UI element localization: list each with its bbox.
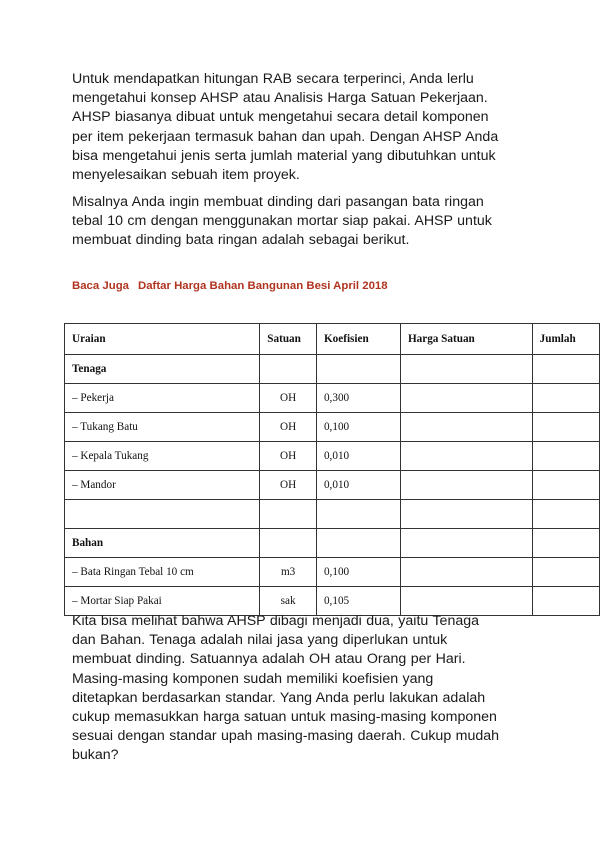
cell-jumlah	[532, 558, 599, 587]
cell-satuan: sak	[260, 587, 317, 616]
ahsp-table	[64, 323, 600, 616]
cell-uraian: – Mandor	[65, 471, 260, 500]
cell-koefisien: 0,100	[316, 413, 400, 442]
cell-koefisien: 0,300	[316, 384, 400, 413]
empty-cell	[400, 529, 532, 558]
cell-jumlah	[532, 442, 599, 471]
cell-uraian: – Bata Ringan Tebal 10 cm	[65, 558, 260, 587]
table-row	[65, 384, 600, 413]
cell-uraian: – Pekerja	[65, 384, 260, 413]
empty-cell	[316, 529, 400, 558]
cell-uraian: – Kepala Tukang	[65, 442, 260, 471]
cell-koefisien: 0,105	[316, 587, 400, 616]
related-article[interactable]	[72, 280, 388, 292]
empty-cell	[532, 500, 599, 529]
empty-cell	[260, 529, 317, 558]
section-row-tenaga	[65, 355, 600, 384]
cell-satuan: m3	[260, 558, 317, 587]
empty-cell	[316, 500, 400, 529]
section-label-bahan: Bahan	[65, 529, 260, 558]
cell-uraian: – Mortar Siap Pakai	[65, 587, 260, 616]
intro-paragraph-example: Misalnya Anda ingin membuat dinding dari pasangan bata ringan tebal 10 cm dengan menggunakan mortar siap pakai. AHSP untuk membuat dinding bata ringan adalah sebagai berikut.	[72, 194, 492, 249]
cell-harga-satuan	[400, 442, 532, 471]
cell-harga-satuan	[400, 384, 532, 413]
cell-satuan: OH	[260, 442, 317, 471]
empty-row	[65, 500, 600, 529]
section-label-tenaga: Tenaga	[65, 355, 260, 384]
cell-harga-satuan	[400, 558, 532, 587]
table-row	[65, 413, 600, 442]
cell-uraian: – Tukang Batu	[65, 413, 260, 442]
empty-cell	[532, 355, 599, 384]
empty-cell	[400, 355, 532, 384]
empty-cell	[260, 355, 317, 384]
related-link[interactable]: Daftar Harga Bahan Bangunan Besi April 2018	[137, 280, 388, 292]
header-satuan: Satuan	[260, 324, 317, 355]
table-row	[65, 442, 600, 471]
cell-satuan: OH	[260, 384, 317, 413]
table-row	[65, 471, 600, 500]
cell-satuan: OH	[260, 413, 317, 442]
cell-satuan: OH	[260, 471, 317, 500]
table-row	[65, 558, 600, 587]
header-jumlah: Jumlah	[532, 324, 599, 355]
cell-koefisien: 0,010	[316, 471, 400, 500]
empty-cell	[260, 500, 317, 529]
cell-koefisien: 0,010	[316, 442, 400, 471]
table-header-row	[65, 324, 600, 355]
cell-harga-satuan	[400, 471, 532, 500]
cell-jumlah	[532, 471, 599, 500]
cell-jumlah	[532, 413, 599, 442]
header-koefisien: Koefisien	[316, 324, 400, 355]
cell-jumlah	[532, 587, 599, 616]
empty-cell	[65, 500, 260, 529]
cell-harga-satuan	[400, 413, 532, 442]
empty-cell	[316, 355, 400, 384]
cell-jumlah	[532, 384, 599, 413]
empty-cell	[400, 500, 532, 529]
conclusion-paragraph: Kita bisa melihat bahwa AHSP dibagi menjadi dua, yaitu Tenaga dan Bahan. Tenaga adalah nilai jasa yang diperlukan untuk membuat dinding. Satuannya adalah OH atau Orang per Hari. Masing-masing komponen sudah memiliki koefisien yang ditetapkan berdasarkan standar. Yang Anda perlu lakukan adalah cukup memasukkan harga satuan untuk masing-masing komponen sesuai dengan standar upah masing-masing daerah. Cukup mudah bukan?	[72, 613, 500, 764]
related-label: Baca Juga	[72, 280, 129, 292]
section-row-bahan	[65, 529, 600, 558]
intro-paragraph-ahsp: Untuk mendapatkan hitungan RAB secara terperinci, Anda lerlu mengetahui konsep AHSP atau Analisis Harga Satuan Pekerjaan. AHSP biasanya dibuat untuk mengetahui secara detail komponen per item pekerjaan termasuk bahan dan upah. Dengan AHSP Anda bisa mengetahui jenis serta jumlah material yang dibutuhkan untuk menyelesaikan sebuah item proyek.	[72, 71, 499, 184]
empty-cell	[532, 529, 599, 558]
cell-koefisien: 0,100	[316, 558, 400, 587]
header-harga-satuan: Harga Satuan	[400, 324, 532, 355]
header-uraian: Uraian	[65, 324, 260, 355]
